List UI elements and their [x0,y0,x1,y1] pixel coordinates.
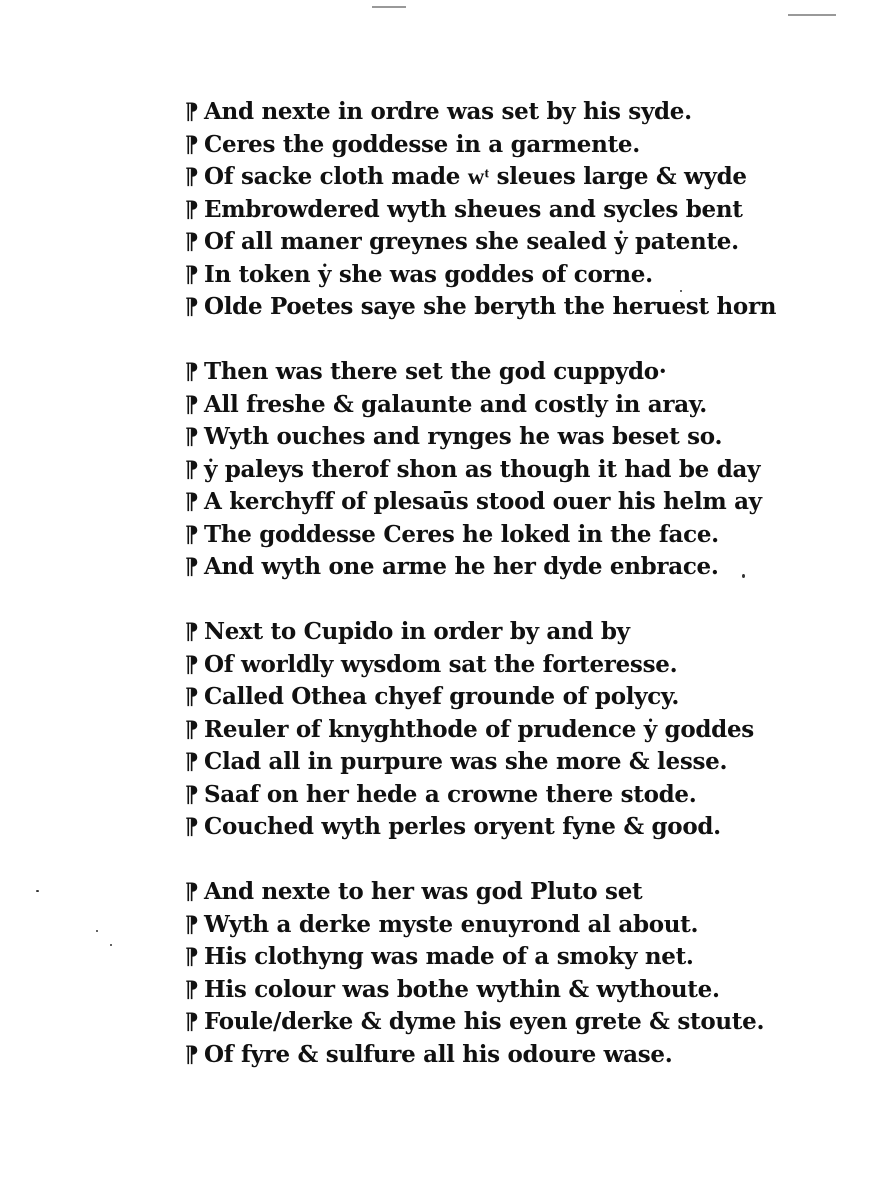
verse-text: Couched wyth perles oryent fyne & good. [204,813,721,840]
verse-line [180,941,770,974]
verse-text: Wyth a derke myste enuyrond al about. [204,910,699,938]
verse-line [180,714,770,747]
pilcrow-icon: ¶ [185,716,199,743]
verse-line [180,1006,770,1039]
verse-text: His colour was bothe wythin & wythoute. [204,975,720,1003]
verse-text: Called Othea chyef grounde of polycy. [204,683,680,710]
scan-speck [110,944,112,946]
stanza [180,616,770,844]
verse-line [180,291,777,324]
pilcrow-icon: ¶ [185,619,199,645]
verse-line [180,779,770,812]
verse-line [180,194,770,227]
verse-line [180,486,770,519]
verse-line [180,161,770,194]
stanza [180,96,777,324]
pilcrow-icon: ¶ [185,684,199,710]
verse-line [180,746,770,779]
pilcrow-icon: ¶ [185,976,199,1003]
pilcrow-icon: ¶ [185,424,199,450]
verse-text: Wyth ouches and rynges he was beset so. [204,423,723,450]
verse-text: Next to Cupido in order by and by [204,618,630,645]
pilcrow-icon: ¶ [185,944,199,970]
verse-line [180,96,770,129]
verse-text: His clothyng was made of a smoky net. [204,943,694,970]
pilcrow-icon: ¶ [185,261,199,288]
pilcrow-icon: ¶ [185,814,199,840]
verse-text: Olde Poetes saye she beryth the heruest horn [204,293,777,320]
pilcrow-icon: ¶ [185,391,199,418]
pilcrow-icon: ¶ [185,781,199,808]
scan-speck [36,890,39,892]
verse-text: Foule/derke & dyme his eyen grete & stoute. [204,1008,765,1035]
verse-line [180,616,770,649]
verse-text: And wyth one arme he her dyde enbrace. [204,553,719,580]
verse-line [180,551,770,584]
verse-line [180,454,770,487]
verse-text: Of sacke cloth made wͭ sleues large & wyde [204,163,747,190]
verse-line [180,1039,770,1072]
verse-line [180,129,770,162]
pilcrow-icon: ¶ [185,554,199,580]
verse-text: Embrowdered wyth sheues and sycles bent [204,195,743,223]
verse-text: Clad all in purpure was she more & lesse. [204,748,728,775]
pilcrow-icon: ¶ [185,1041,199,1068]
verse-line [180,909,770,942]
scan-mark [372,6,406,8]
pilcrow-icon: ¶ [185,294,199,320]
pilcrow-icon: ¶ [185,131,199,158]
pilcrow-icon: ¶ [185,879,199,905]
pilcrow-icon: ¶ [185,456,199,483]
verse-text: The goddesse Ceres he loked in the face. [204,520,719,548]
verse-text: Reuler of knyghthode of prudence ẏ goddes [204,715,754,743]
stanza [180,356,770,584]
verse-text: In token ẏ she was goddes of corne. [204,260,653,288]
verse-text: Ceres the goddesse in a garmente. [204,130,640,158]
pilcrow-icon: ¶ [185,99,199,125]
pilcrow-icon: ¶ [185,359,199,385]
pilcrow-icon: ¶ [185,911,199,938]
verse-line [180,811,770,844]
pilcrow-icon: ¶ [185,229,199,255]
pilcrow-icon: ¶ [185,489,199,515]
verse-line [180,974,770,1007]
verse-text: And nexte to her was god Pluto set [204,878,643,905]
verse-text: And nexte in ordre was set by his syde. [204,98,692,125]
pilcrow-icon: ¶ [185,521,199,548]
scan-mark [788,14,836,16]
verse-line [180,389,770,422]
pilcrow-icon: ¶ [185,196,199,223]
verse-line [180,681,770,714]
verse-line [180,649,770,682]
pilcrow-icon: ¶ [185,1009,199,1035]
verse-text: Saaf on her hede a crowne there stode. [204,780,697,808]
pilcrow-icon: ¶ [185,651,199,678]
verse-text: A kerchyff of plesaūs stood ouer his helm ay [204,488,762,515]
verse-line [180,876,770,909]
pilcrow-icon: ¶ [185,164,199,190]
verse-text: Then was there set the god cuppydo· [204,358,667,385]
verse-line [180,226,770,259]
verse-line [180,421,770,454]
scan-speck [96,930,98,932]
verse-text: ẏ paleys therof shon as though it had be day [204,455,761,483]
verse-text: Of fyre & sulfure all his odoure wase. [204,1040,673,1068]
verse-text: Of all maner greynes she sealed ẏ patente. [204,228,739,255]
verse-line [180,356,770,389]
verse-text: Of worldly wysdom sat the forteresse. [204,650,678,678]
verse-line [180,259,770,292]
pilcrow-icon: ¶ [185,749,199,775]
verse-line [180,519,770,552]
stanza [180,876,770,1071]
verse-text: All freshe & galaunte and costly in aray. [204,390,707,418]
